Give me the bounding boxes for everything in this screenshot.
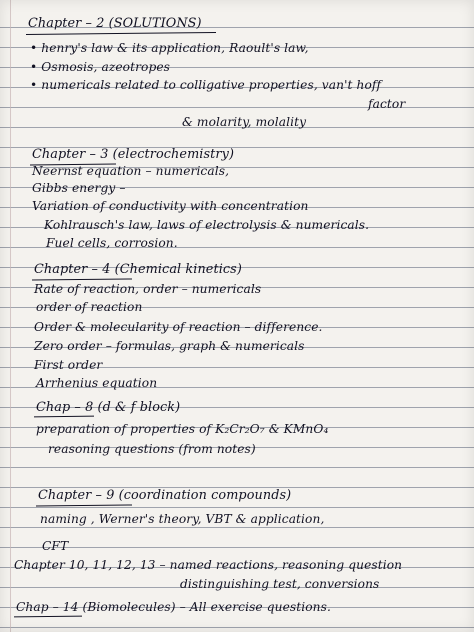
- margin-rule: [10, 0, 11, 632]
- chapter-3-item: Kohlrausch's law, laws of electrolysis & numericals.: [44, 218, 370, 232]
- chapter-9-heading: Chapter – 9 (coordination compounds): [38, 488, 292, 503]
- chapter-3-heading: Chapter – 3 (electrochemistry): [32, 147, 235, 162]
- chapter-4-item: Order & molecularity of reaction – difference.: [34, 320, 323, 334]
- chapter-2-item: • Osmosis, azeotropes: [30, 60, 171, 74]
- chapter-8-heading: Chap – 8 (d & f block): [36, 400, 181, 415]
- chapter-3-item: Neernst equation – numericals,: [32, 164, 230, 178]
- chapter-14-underline: [14, 616, 82, 618]
- chapter-14-line: Chap – 14 (Biomolecules) – All exercise questions.: [16, 600, 331, 614]
- chapter-2-item: • henry's law & its application, Raoult's law,: [30, 41, 309, 55]
- chapter-3-item: Variation of conductivity with concentration: [32, 199, 309, 213]
- chapter-9-item: CFT: [42, 539, 69, 553]
- chapter-4-item: Arrhenius equation: [36, 376, 158, 390]
- chapter-8-item: reasoning questions (from notes): [48, 442, 256, 456]
- chapter-4-item: order of reaction: [36, 300, 143, 314]
- chapters-10-13-line: distinguishing test, conversions: [180, 577, 380, 591]
- chapter-4-heading: Chapter – 4 (Chemical kinetics): [34, 262, 242, 277]
- chapter-3-item: Gibbs energy –: [32, 181, 126, 195]
- chapter-9-item: naming , Werner's theory, VBT & application,: [40, 512, 325, 526]
- chapter-2-item: factor: [368, 97, 406, 111]
- chapter-4-item: First order: [34, 358, 103, 372]
- chapter-2-item: & molarity, molality: [182, 115, 307, 129]
- chapters-10-13-line: Chapter 10, 11, 12, 13 – named reactions, reasoning question: [14, 558, 403, 572]
- chapter-2-heading: Chapter – 2 (SOLUTIONS): [28, 16, 202, 31]
- chapter-2-underline: [26, 32, 216, 35]
- chapter-2-item: • numericals related to colligative properties, van't hoff: [30, 78, 382, 92]
- chapter-8-underline: [34, 416, 94, 418]
- chapter-8-item: preparation of properties of K₂Cr₂O₇ & KMnO₄: [36, 422, 329, 436]
- chapter-4-item: Zero order – formulas, graph & numericals: [34, 339, 305, 353]
- chapter-3-item: Fuel cells, corrosion.: [46, 236, 178, 250]
- chapter-9-underline: [36, 504, 132, 506]
- chapter-4-item: Rate of reaction, order – numericals: [34, 282, 262, 296]
